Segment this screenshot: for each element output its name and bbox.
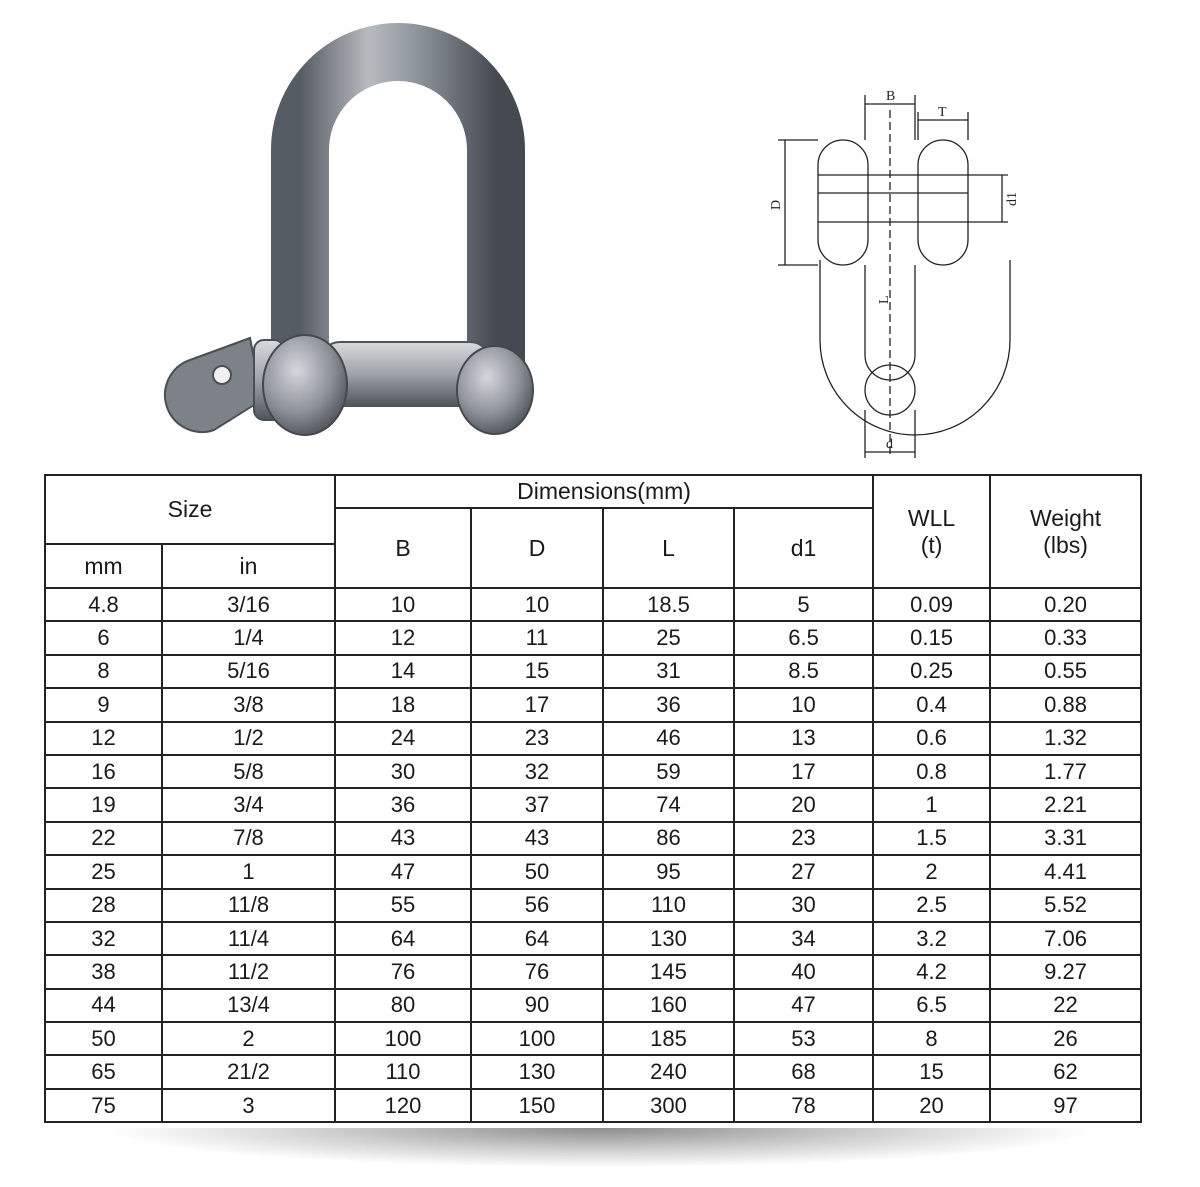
table-row — [45, 922, 1141, 955]
cell-d1: 8.5 — [734, 655, 873, 688]
cell-l: 145 — [603, 955, 734, 988]
cell-mm: 9 — [45, 688, 162, 721]
cell-wll: 2.5 — [873, 889, 990, 922]
table-shadow — [100, 1128, 1100, 1168]
cell-l: 300 — [603, 1089, 734, 1122]
cell-in: 21/2 — [162, 1055, 335, 1088]
cell-l: 46 — [603, 722, 734, 755]
table-row — [45, 755, 1141, 788]
cell-in: 11/4 — [162, 922, 335, 955]
cell-d1: 40 — [734, 955, 873, 988]
header-d: D — [471, 508, 603, 588]
cell-d1: 53 — [734, 1022, 873, 1055]
label-d1: d1 — [1005, 192, 1020, 206]
cell-d: 10 — [471, 588, 603, 621]
table-row — [45, 588, 1141, 621]
cell-wll: 20 — [873, 1089, 990, 1122]
cell-weight: 22 — [990, 989, 1141, 1022]
cell-wll: 6.5 — [873, 989, 990, 1022]
label-T: T — [938, 105, 947, 120]
cell-l: 36 — [603, 688, 734, 721]
cell-in: 3/8 — [162, 688, 335, 721]
cell-d: 56 — [471, 889, 603, 922]
header-weight — [990, 475, 1141, 588]
cell-wll: 1 — [873, 788, 990, 821]
cell-d1: 78 — [734, 1089, 873, 1122]
cell-mm: 12 — [45, 722, 162, 755]
cell-d: 100 — [471, 1022, 603, 1055]
header-b: B — [335, 508, 471, 588]
cell-weight: 0.33 — [990, 621, 1141, 654]
table-row — [45, 889, 1141, 922]
cell-in: 3/4 — [162, 788, 335, 821]
cell-b: 100 — [335, 1022, 471, 1055]
cell-d: 23 — [471, 722, 603, 755]
dimension-diagram — [740, 80, 1040, 465]
table-row — [45, 989, 1141, 1022]
cell-d: 17 — [471, 688, 603, 721]
cell-wll: 0.4 — [873, 688, 990, 721]
cell-in: 5/16 — [162, 655, 335, 688]
cell-b: 120 — [335, 1089, 471, 1122]
label-L: L — [877, 295, 892, 304]
cell-wll: 0.09 — [873, 588, 990, 621]
cell-d1: 10 — [734, 688, 873, 721]
cell-d: 37 — [471, 788, 603, 821]
cell-weight: 0.88 — [990, 688, 1141, 721]
cell-mm: 6 — [45, 621, 162, 654]
cell-b: 47 — [335, 855, 471, 888]
cell-wll: 4.2 — [873, 955, 990, 988]
cell-b: 24 — [335, 722, 471, 755]
header-mm: mm — [45, 544, 162, 588]
header-weight-line2: (lbs) — [1043, 531, 1088, 558]
header-wll-line2: (t) — [920, 531, 943, 558]
cell-weight: 97 — [990, 1089, 1141, 1122]
cell-l: 86 — [603, 822, 734, 855]
label-B: B — [886, 89, 896, 104]
cell-weight: 5.52 — [990, 889, 1141, 922]
cell-d1: 30 — [734, 889, 873, 922]
cell-b: 64 — [335, 922, 471, 955]
cell-d1: 68 — [734, 1055, 873, 1088]
cell-d1: 13 — [734, 722, 873, 755]
header-l: L — [603, 508, 734, 588]
cell-d: 15 — [471, 655, 603, 688]
header-weight-line1: Weight — [1029, 504, 1102, 531]
cell-d1: 47 — [734, 989, 873, 1022]
cell-d1: 20 — [734, 788, 873, 821]
cell-b: 10 — [335, 588, 471, 621]
table-row — [45, 1055, 1141, 1088]
cell-mm: 32 — [45, 922, 162, 955]
table-row — [45, 1089, 1141, 1122]
cell-l: 31 — [603, 655, 734, 688]
cell-wll: 0.25 — [873, 655, 990, 688]
cell-l: 59 — [603, 755, 734, 788]
table-row — [45, 788, 1141, 821]
cell-weight: 1.77 — [990, 755, 1141, 788]
cell-mm: 75 — [45, 1089, 162, 1122]
table-row — [45, 655, 1141, 688]
cell-l: 18.5 — [603, 588, 734, 621]
cell-mm: 25 — [45, 855, 162, 888]
cell-mm: 28 — [45, 889, 162, 922]
cell-l: 240 — [603, 1055, 734, 1088]
cell-d1: 17 — [734, 755, 873, 788]
cell-b: 18 — [335, 688, 471, 721]
spec-table-body — [45, 588, 1141, 1122]
header-d1: d1 — [734, 508, 873, 588]
cell-in: 5/8 — [162, 755, 335, 788]
header-wll-line1: WLL — [907, 504, 956, 531]
cell-b: 36 — [335, 788, 471, 821]
cell-mm: 19 — [45, 788, 162, 821]
cell-in: 11/8 — [162, 889, 335, 922]
cell-b: 43 — [335, 822, 471, 855]
cell-mm: 50 — [45, 1022, 162, 1055]
cell-b: 80 — [335, 989, 471, 1022]
cell-d: 43 — [471, 822, 603, 855]
cell-in: 2 — [162, 1022, 335, 1055]
cell-l: 74 — [603, 788, 734, 821]
table-row — [45, 688, 1141, 721]
cell-weight: 1.32 — [990, 722, 1141, 755]
table-row — [45, 621, 1141, 654]
cell-b: 76 — [335, 955, 471, 988]
cell-mm: 65 — [45, 1055, 162, 1088]
cell-in: 1/4 — [162, 621, 335, 654]
cell-weight: 2.21 — [990, 788, 1141, 821]
cell-in: 3/16 — [162, 588, 335, 621]
cell-wll: 8 — [873, 1022, 990, 1055]
cell-d: 11 — [471, 621, 603, 654]
cell-in: 3 — [162, 1089, 335, 1122]
cell-b: 12 — [335, 621, 471, 654]
cell-mm: 38 — [45, 955, 162, 988]
cell-wll: 2 — [873, 855, 990, 888]
cell-mm: 8 — [45, 655, 162, 688]
cell-l: 130 — [603, 922, 734, 955]
cell-d1: 6.5 — [734, 621, 873, 654]
cell-weight: 62 — [990, 1055, 1141, 1088]
cell-in: 1/2 — [162, 722, 335, 755]
table-row — [45, 1022, 1141, 1055]
cell-d: 90 — [471, 989, 603, 1022]
spec-table — [44, 474, 1142, 1123]
cell-mm: 4.8 — [45, 588, 162, 621]
table-row — [45, 722, 1141, 755]
shackle-photo — [150, 20, 610, 460]
cell-l: 185 — [603, 1022, 734, 1055]
cell-wll: 1.5 — [873, 822, 990, 855]
cell-d: 76 — [471, 955, 603, 988]
header-size: Size — [45, 475, 335, 544]
cell-d1: 34 — [734, 922, 873, 955]
cell-wll: 0.15 — [873, 621, 990, 654]
cell-wll: 15 — [873, 1055, 990, 1088]
cell-mm: 44 — [45, 989, 162, 1022]
cell-weight: 4.41 — [990, 855, 1141, 888]
table-row — [45, 822, 1141, 855]
cell-weight: 0.55 — [990, 655, 1141, 688]
cell-in: 13/4 — [162, 989, 335, 1022]
cell-weight: 0.20 — [990, 588, 1141, 621]
cell-b: 55 — [335, 889, 471, 922]
cell-l: 25 — [603, 621, 734, 654]
cell-l: 95 — [603, 855, 734, 888]
cell-d1: 5 — [734, 588, 873, 621]
label-D: D — [769, 199, 784, 210]
cell-weight: 9.27 — [990, 955, 1141, 988]
cell-b: 110 — [335, 1055, 471, 1088]
cell-mm: 16 — [45, 755, 162, 788]
cell-in: 1 — [162, 855, 335, 888]
table-row — [45, 955, 1141, 988]
cell-d1: 27 — [734, 855, 873, 888]
table-row — [45, 855, 1141, 888]
header-in: in — [162, 544, 335, 588]
cell-in: 11/2 — [162, 955, 335, 988]
header-wll — [873, 475, 990, 588]
cell-d: 50 — [471, 855, 603, 888]
cell-d: 130 — [471, 1055, 603, 1088]
cell-d: 32 — [471, 755, 603, 788]
cell-weight: 26 — [990, 1022, 1141, 1055]
cell-l: 110 — [603, 889, 734, 922]
cell-wll: 3.2 — [873, 922, 990, 955]
cell-b: 14 — [335, 655, 471, 688]
cell-mm: 22 — [45, 822, 162, 855]
cell-l: 160 — [603, 989, 734, 1022]
cell-in: 7/8 — [162, 822, 335, 855]
label-d: d — [886, 437, 893, 452]
cell-d: 150 — [471, 1089, 603, 1122]
cell-d: 64 — [471, 922, 603, 955]
header-dimensions: Dimensions(mm) — [335, 475, 873, 508]
cell-wll: 0.6 — [873, 722, 990, 755]
cell-weight: 3.31 — [990, 822, 1141, 855]
cell-weight: 7.06 — [990, 922, 1141, 955]
cell-wll: 0.8 — [873, 755, 990, 788]
cell-d1: 23 — [734, 822, 873, 855]
cell-b: 30 — [335, 755, 471, 788]
